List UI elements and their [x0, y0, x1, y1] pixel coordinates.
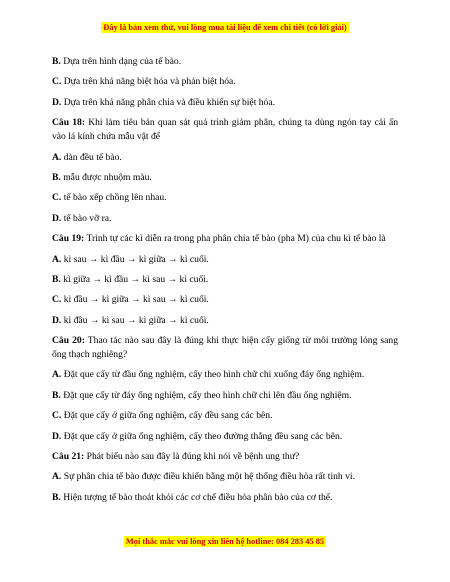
option-label: C. — [52, 76, 62, 88]
option-text: Đặt que cấy ở giữa ống nghiệm, cấy theo đường thẳng đều sang các bên. — [63, 430, 343, 442]
question-text: Thao tác nào sau đây là đúng khi thực hiện cấy giống từ môi trường lỏng sang ống thạch nghiêng? — [52, 335, 398, 361]
question-number: Câu 19: — [52, 233, 85, 245]
answer-option — [52, 253, 398, 267]
option-text: kì sau → kì đầu → kì giữa → kì cuối. — [63, 253, 209, 265]
option-label: D. — [52, 212, 62, 224]
document-body — [52, 55, 398, 511]
option-text: Dựa trên khả năng biệt hóa và phản biệt hóa. — [63, 76, 236, 88]
answer-option — [52, 212, 398, 226]
option-text: tế bào xếp chồng lên nhau. — [63, 192, 167, 204]
answer-option — [52, 409, 398, 423]
option-label: C. — [52, 410, 62, 422]
question-stem — [52, 116, 398, 144]
question-number: Câu 18: — [52, 117, 86, 129]
answer-option — [52, 75, 398, 89]
preview-notice-banner: Đây là bản xem thử, vui lòng mua tài liệu để xem chi tiết (có lời giải) — [103, 23, 347, 32]
answer-option — [52, 368, 398, 382]
answer-option — [52, 191, 398, 205]
option-text: Đặt que cấy từ đáy ống nghiệm, cấy theo hình chữ chi lên đầu ống nghiệm. — [63, 389, 352, 401]
question-text: Trình tự các kì diễn ra trong pha phân chia tế bào (pha M) của chu kì tế bào là — [86, 233, 386, 245]
answer-option — [52, 389, 398, 403]
option-label: C. — [52, 192, 62, 204]
question-stem — [52, 450, 398, 464]
option-label: D. — [52, 430, 62, 442]
option-text: dàn đều tế bào. — [63, 151, 122, 163]
question-number: Câu 20: — [52, 335, 85, 347]
question-text: Khi làm tiêu bản quan sát quá trình giảm phân, chúng ta dùng ngón tay cái ấn vào lá kính chứa mẫu vật để — [52, 117, 398, 143]
option-text: kì đầu → kì sau → kì giữa → kì cuối. — [63, 314, 209, 326]
question-stem — [52, 334, 398, 362]
option-label: C. — [52, 294, 62, 306]
hotline-footer: Mọi thắc mắc vui lòng xin liên hệ hotline: 084 283 45 85 — [125, 537, 325, 546]
answer-option — [52, 293, 398, 307]
answer-option — [52, 96, 398, 110]
answer-option — [52, 273, 398, 287]
option-text: Dựa trên hình dạng của tế bào. — [63, 56, 182, 67]
option-label: A. — [52, 151, 62, 163]
option-label: B. — [52, 389, 61, 401]
answer-option — [52, 171, 398, 185]
question-text: Phát biểu nào sau đây là đúng khi nói về bệnh ung thư? — [86, 451, 300, 463]
answer-option — [52, 55, 398, 69]
option-label: B. — [52, 56, 61, 67]
answer-option — [52, 491, 398, 505]
option-label: D. — [52, 314, 62, 326]
option-text: kì đầu → kì giữa → kì sau → kì cuối. — [63, 294, 209, 306]
option-text: mẫu được nhuộm màu. — [63, 171, 152, 183]
option-text: Sự phân chia tế bào được điều khiển bằng một hệ thống điều hòa rất tinh vi. — [63, 471, 355, 483]
answer-option — [52, 430, 398, 444]
option-label: B. — [52, 273, 61, 285]
option-text: Dựa trên khả năng phân chia và điều khiển sự biệt hóa. — [63, 96, 276, 108]
option-label: B. — [52, 491, 61, 503]
question-stem — [52, 232, 398, 246]
option-text: Đặt que cấy ở giữa ống nghiệm, cấy đều sang các bên. — [63, 410, 273, 422]
answer-option — [52, 314, 398, 328]
option-text: kì giữa → kì đầu → kì sau → kì cuối. — [63, 273, 209, 285]
option-text: Hiện tượng tế bào thoát khỏi các cơ chế điều hòa phân bào của cơ thể. — [63, 491, 333, 503]
option-label: B. — [52, 171, 61, 183]
answer-option — [52, 151, 398, 165]
option-text: tế bào vỡ ra. — [63, 212, 112, 224]
option-text: Đặt que cấy từ đầu ống nghiệm, cấy theo hình chữ chi xuống đáy ống nghiệm. — [63, 369, 365, 381]
option-label: A. — [52, 471, 62, 483]
option-label: A. — [52, 369, 62, 381]
question-number: Câu 21: — [52, 451, 85, 463]
option-label: A. — [52, 253, 62, 265]
answer-option — [52, 470, 398, 484]
option-label: D. — [52, 96, 62, 108]
